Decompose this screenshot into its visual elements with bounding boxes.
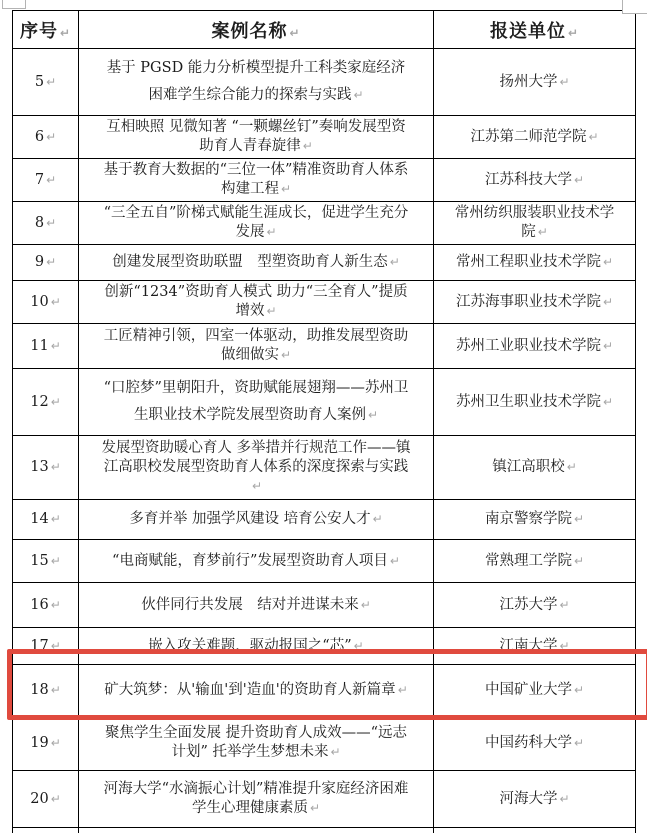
- serial-number: 20: [30, 790, 49, 807]
- cell-end-mark-icon: ↵: [309, 801, 321, 815]
- unit-name: 苏州卫生职业技术学院: [455, 393, 601, 410]
- unit-name: 常州工程职业技术学院: [455, 254, 601, 270]
- serial-number-cell: [13, 369, 79, 436]
- case-name: 基于教育大数据的“三位一体”精准资助育人体系构建工程: [103, 162, 409, 197]
- column-header-unit: [434, 11, 636, 49]
- case-name: 发展型资助暖心育人 多举措并行规范工作——镇江高职校发展型资助育人体系的深度探索与实践: [101, 440, 411, 475]
- unit-cell: [434, 369, 636, 436]
- serial-number-cell: [13, 583, 79, 628]
- table-row: [13, 159, 636, 202]
- table-row: [13, 665, 636, 716]
- case-name-cell: [79, 771, 434, 828]
- serial-number: 11: [30, 337, 49, 354]
- case-name-cell: [79, 628, 434, 665]
- cell-end-mark-icon: ↵: [50, 512, 61, 526]
- serial-number: 16: [30, 596, 49, 613]
- cell-end-mark-icon: ↵: [573, 682, 585, 697]
- cell-end-mark-icon: ↵: [50, 338, 61, 353]
- table-row: [13, 436, 636, 500]
- table-row: [13, 245, 636, 281]
- serial-number-cell: [13, 500, 79, 540]
- serial-number-cell: [13, 771, 79, 828]
- table-row: [13, 49, 636, 116]
- case-name: 创新“1234”资助育人模式 助力“三全育人”提质增效: [104, 284, 408, 319]
- unit-cell: [434, 665, 636, 716]
- serial-number-cell: [13, 628, 79, 665]
- unit-cell: [434, 116, 636, 159]
- table-row: [13, 828, 636, 833]
- case-name: 互相映照 见微知著 “一颗螺丝钉”奏响发展型资助育人青春旋律: [106, 119, 406, 154]
- cell-end-mark-icon: ↵: [372, 512, 383, 526]
- unit-name: 扬州大学: [499, 73, 558, 90]
- unit-name: 江南大学: [499, 637, 558, 654]
- cell-end-mark-icon: ↵: [50, 791, 61, 806]
- cell-end-mark-icon: ↵: [567, 25, 580, 40]
- case-name: 嵌入攻关难题，驱动报国之“芯”: [148, 637, 352, 654]
- cell-end-mark-icon: ↵: [389, 255, 400, 269]
- case-name-cell: [79, 324, 434, 369]
- cell-end-mark-icon: ↵: [46, 129, 57, 144]
- cell-end-mark-icon: ↵: [50, 735, 61, 750]
- top-left-anchor-box: [2, 0, 26, 9]
- unit-cell: [434, 771, 636, 828]
- unit-cell: [434, 436, 636, 500]
- unit-cell: [434, 540, 636, 583]
- cell-end-mark-icon: ↵: [566, 460, 577, 474]
- case-name-cell: [79, 716, 434, 771]
- serial-number-cell: [13, 159, 79, 202]
- cell-end-mark-icon: ↵: [559, 74, 570, 89]
- header-label: 案例名称: [211, 20, 288, 42]
- case-name: 聚焦学生全面发展 提升资助育人成效——“远志计划” 托举学生梦想未来: [104, 725, 408, 760]
- cell-end-mark-icon: ↵: [50, 597, 61, 612]
- header-label: 报送单位: [489, 20, 566, 42]
- cell-end-mark-icon: ↵: [602, 294, 614, 309]
- cell-end-mark-icon: ↵: [537, 225, 548, 239]
- case-name: 伙伴同行共发展 结对并进谋未来: [141, 596, 359, 613]
- table-row: [13, 716, 636, 771]
- table-body: [13, 49, 636, 833]
- serial-number: 17: [30, 637, 49, 654]
- unit-cell: [434, 628, 636, 665]
- header-label: 序号: [19, 20, 58, 42]
- case-name: 河海大学“水滴振心计划”精准提升家庭经济困难学生心理健康素质: [103, 781, 409, 816]
- unit-name: 江苏第二师范学院: [470, 128, 587, 145]
- serial-number-cell: [13, 540, 79, 583]
- unit-cell: [434, 828, 636, 833]
- unit-name: 中国药科大学: [484, 734, 572, 751]
- cell-end-mark-icon: ↵: [353, 638, 364, 653]
- cell-end-mark-icon: ↵: [573, 735, 585, 750]
- cell-end-mark-icon: ↵: [573, 553, 585, 568]
- cell-end-mark-icon: ↵: [50, 638, 61, 653]
- cell-end-mark-icon: ↵: [602, 255, 614, 269]
- case-name-cell: [79, 828, 434, 833]
- table-row: [13, 771, 636, 828]
- serial-number: 8: [34, 214, 45, 231]
- serial-number: 7: [34, 171, 45, 188]
- cell-end-mark-icon: ↵: [46, 172, 57, 187]
- case-name-cell: [79, 500, 434, 540]
- cell-end-mark-icon: ↵: [397, 682, 408, 697]
- serial-number-cell: [13, 716, 79, 771]
- unit-name: 河海大学: [499, 790, 558, 807]
- serial-number: 6: [34, 128, 45, 145]
- unit-cell: [434, 159, 636, 202]
- column-header-case-name: [79, 11, 434, 49]
- table-row: [13, 583, 636, 628]
- case-name: “电商赋能，育梦前行”发展型资助育人项目: [112, 552, 388, 569]
- cell-end-mark-icon: ↵: [330, 745, 341, 759]
- table-row: [13, 628, 636, 665]
- cell-end-mark-icon: ↵: [602, 394, 614, 409]
- cell-end-mark-icon: ↵: [573, 512, 585, 526]
- cell-end-mark-icon: ↵: [46, 74, 57, 89]
- serial-number-cell: [13, 49, 79, 116]
- case-name-cell: [79, 665, 434, 716]
- serial-number-cell: [13, 828, 79, 833]
- cell-end-mark-icon: ↵: [602, 338, 614, 353]
- case-name-cell: [79, 116, 434, 159]
- unit-name: 江苏大学: [499, 596, 558, 613]
- cell-end-mark-icon: ↵: [251, 479, 263, 493]
- unit-cell: [434, 716, 636, 771]
- serial-number-cell: [13, 665, 79, 716]
- unit-cell: [434, 500, 636, 540]
- cell-end-mark-icon: ↵: [266, 225, 277, 239]
- unit-name: 南京警察学院: [484, 511, 572, 527]
- cell-end-mark-icon: ↵: [50, 394, 61, 409]
- table-header: [13, 11, 636, 49]
- unit-name: 江苏科技大学: [484, 171, 572, 188]
- case-name: “三全五自”阶梯式赋能生涯成长，促进学生充分发展: [103, 205, 409, 240]
- cell-end-mark-icon: ↵: [559, 597, 570, 612]
- cell-end-mark-icon: ↵: [367, 408, 379, 422]
- serial-number: 19: [30, 734, 49, 751]
- cell-end-mark-icon: ↵: [353, 88, 364, 102]
- unit-cell: [434, 583, 636, 628]
- unit-cell: [434, 324, 636, 369]
- case-name-cell: [79, 369, 434, 436]
- cell-end-mark-icon: ↵: [389, 553, 400, 568]
- top-right-anchor-box: [622, 0, 647, 14]
- cell-end-mark-icon: ↵: [46, 255, 57, 269]
- unit-cell: [434, 202, 636, 245]
- serial-number-cell: [13, 116, 79, 159]
- cases-table: [12, 10, 636, 833]
- case-name-cell: [79, 245, 434, 281]
- table-row: [13, 500, 636, 540]
- cell-end-mark-icon: ↵: [302, 139, 313, 153]
- cell-end-mark-icon: ↵: [559, 791, 570, 806]
- case-name: “口腔梦”里朝阳升，资助赋能展翅翔——苏州卫生职业技术学院发展型资助育人案例: [103, 380, 409, 423]
- case-name-cell: [79, 583, 434, 628]
- cell-end-mark-icon: ↵: [50, 682, 61, 697]
- case-name: 多育并举 加强学风建设 培育公安人才: [129, 511, 371, 527]
- case-name: 工匠精神引领，四室一体驱动，助推发展型资助做细做实: [103, 328, 409, 363]
- unit-cell: [434, 281, 636, 324]
- cell-end-mark-icon: ↵: [280, 182, 292, 196]
- serial-number-cell: [13, 245, 79, 281]
- serial-number: 9: [34, 254, 45, 270]
- serial-number: 14: [30, 511, 49, 527]
- unit-name: 镇江高职校: [492, 459, 565, 475]
- cell-end-mark-icon: ↵: [360, 597, 371, 612]
- cell-end-mark-icon: ↵: [266, 304, 277, 318]
- cell-end-mark-icon: ↵: [50, 553, 61, 568]
- serial-number: 12: [30, 393, 49, 410]
- table-row: [13, 540, 636, 583]
- cell-end-mark-icon: ↵: [50, 460, 61, 474]
- header-row: [13, 11, 636, 49]
- cell-end-mark-icon: ↵: [573, 172, 585, 187]
- case-name-cell: [79, 49, 434, 116]
- cell-end-mark-icon: ↵: [289, 25, 301, 40]
- serial-number: 18: [30, 681, 49, 698]
- unit-name: 常州纺织服装职业技术学院: [454, 205, 615, 240]
- table-row: [13, 116, 636, 159]
- unit-name: 常熟理工学院: [484, 552, 572, 569]
- serial-number-cell: [13, 436, 79, 500]
- case-name-cell: [79, 281, 434, 324]
- table-row: [13, 202, 636, 245]
- cell-end-mark-icon: ↵: [588, 129, 599, 144]
- unit-cell: [434, 49, 636, 116]
- serial-number: 15: [30, 552, 49, 569]
- unit-name: 苏州工业职业技术学院: [455, 337, 601, 354]
- serial-number: 5: [34, 73, 45, 90]
- table-row: [13, 281, 636, 324]
- table-row: [13, 324, 636, 369]
- unit-cell: [434, 245, 636, 281]
- table-row: [13, 369, 636, 436]
- cell-end-mark-icon: ↵: [280, 348, 292, 362]
- cell-end-mark-icon: ↵: [559, 638, 570, 653]
- serial-number-cell: [13, 202, 79, 245]
- case-name-cell: [79, 540, 434, 583]
- case-name: 创建发展型资助联盟 型塑资助育人新生态: [112, 254, 388, 270]
- serial-number-cell: [13, 281, 79, 324]
- case-name-cell: [79, 159, 434, 202]
- case-name: 基于 PGSD 能力分析模型提升工科类家庭经济困难学生综合能力的探索与实践: [106, 60, 406, 103]
- case-name-cell: [79, 202, 434, 245]
- case-name: 矿大筑梦：从'输血'到'造血'的资助育人新篇章: [104, 681, 396, 698]
- column-header-serial: [13, 11, 79, 49]
- cell-end-mark-icon: ↵: [50, 294, 61, 309]
- serial-number-cell: [13, 324, 79, 369]
- unit-name: 江苏海事职业技术学院: [455, 293, 601, 310]
- unit-name: 中国矿业大学: [484, 681, 572, 698]
- cell-end-mark-icon: ↵: [59, 25, 72, 40]
- serial-number: 10: [30, 293, 49, 310]
- cell-end-mark-icon: ↵: [46, 215, 57, 230]
- serial-number: 13: [30, 459, 49, 475]
- case-name-cell: [79, 436, 434, 500]
